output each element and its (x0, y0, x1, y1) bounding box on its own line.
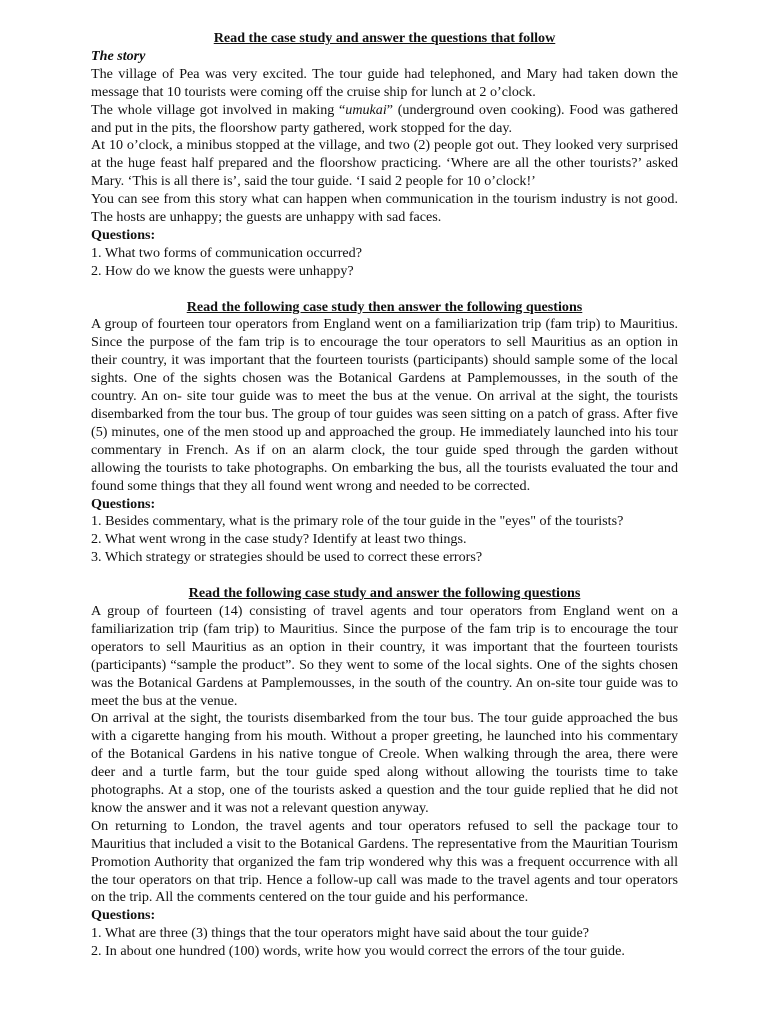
spacer (91, 567, 678, 585)
paragraph: You can see from this story what can happen when communication in the tourism industry is not good. The hosts are unhappy; the guests are unhappy with sad faces. (91, 191, 678, 226)
paragraph: On arrival at the sight, the tourists disembarked from the tour bus. The tour guide approached the bus with a cigarette hanging from his mouth. Without a proper greeting, he launched into his commentary of the Botanical Gardens in his native tongue of Creole. When walking through the area, there were deer and a turtle farm, but the tour guide sped along without allowing the tourists time to take photographs. At a stop, one of the tourists asked a question and the tour guide replied that he did not know the answer and it was not a relevant question anyway. (91, 710, 678, 816)
paragraph: A group of fourteen tour operators from England went on a familiarization trip (fam trip) to Mauritius. Since the purpose of the fam trip is to encourage the tour operators to sell Mauritius as an option in their country, it was important that the fourteen tourists (participants) should sample some of the local sights. One of the sights chosen was the Botanical Gardens at Pamplemousses, in the south of the country. An on- site tour guide was to meet the bus at the venue. On arrival at the sight, the tourists disembarked from the tour bus. The group of tour guides was seen sitting on a patch of grass. After five (5) minutes, one of the men stood up and approached the group. He immediately launched into his tour commentary in French. As if on an alarm clock, the tour guide sped through the garden without allowing the tourists to take photographs. On embarking the bus, all the tourists evaluated the tour and found some things that they all found went wrong and needed to be corrected. (91, 316, 678, 494)
case-study-2 (91, 299, 678, 568)
paragraph: On returning to London, the travel agents and tour operators refused to sell the package tour to Mauritius that included a visit to the Botanical Gardens. The representative from the Mauritian Tourism Promotion Authority that organized the fam trip wondered why this was a frequent occurrence with all the tour operators on that trip. Hence a follow-up call was made to the travel agents and tour operators on the trip. All the comments centered on the tour guide and his performance. (91, 817, 678, 906)
paragraph: A group of fourteen (14) consisting of travel agents and tour operators from England went on a familiarization trip (fam trip) to Mauritius. Since the purpose of the fam trip is to encourage the tour operators to sell Mauritius as an option in their country, it was important that the fourteen tourists (participants) “sample the product”. So they went to some of the local sights. One of the sights chosen was the Botanical Gardens at Pamplemousses, in the south of the country. An on-site tour guide was to meet the bus at the venue. (91, 602, 678, 709)
paragraph: At 10 o’clock, a minibus stopped at the village, and two (2) people got out. They looked very surprised at the huge feast half prepared and the floorshow practicing. ‘Where are all the other tourists?’ asked Mary. ‘This is all there is’, said the tour guide. ‘I said 2 people for 10 o’clock!’ (91, 137, 678, 190)
emphasized-term: umukai (345, 101, 387, 118)
spacer (91, 281, 678, 299)
questions-label: Questions: (91, 495, 156, 512)
question: 3. Which strategy or strategies should be used to correct these errors? (91, 549, 483, 566)
question: 2. What went wrong in the case study? Identify at least two things. (91, 531, 467, 548)
paragraph: The village of Pea was very excited. The tour guide had telephoned, and Mary had taken down the message that 10 tourists were coming off the cruise ship for lunch at 2 o’clock. (91, 65, 678, 100)
case-study-3 (91, 585, 678, 961)
section-heading: Read the following case study and answer the following questions (188, 585, 581, 602)
case-study-1 (91, 30, 678, 281)
question: 1. What are three (3) things that the tour operators might have said about the tour guide? (91, 925, 589, 942)
story-label: The story (91, 47, 146, 64)
section-heading: Read the following case study then answer the following questions (186, 298, 583, 315)
question: 1. Besides commentary, what is the primary role of the tour guide in the "eyes" of the tourists? (91, 513, 624, 530)
paragraph: The whole village got involved in making “umukai” (underground oven cooking). Food was gathered and put in the pits, the floorshow party gathered, work stopped for the day. (91, 101, 678, 136)
document-page (91, 30, 678, 961)
questions-label: Questions: (91, 907, 156, 924)
section-heading: Read the case study and answer the questions that follow (213, 30, 556, 46)
question: 2. In about one hundred (100) words, write how you would correct the errors of the tour guide. (91, 943, 625, 960)
question: 1. What two forms of communication occurred? (91, 244, 362, 261)
question: 2. How do we know the guests were unhappy? (91, 262, 354, 279)
questions-label: Questions: (91, 226, 156, 243)
